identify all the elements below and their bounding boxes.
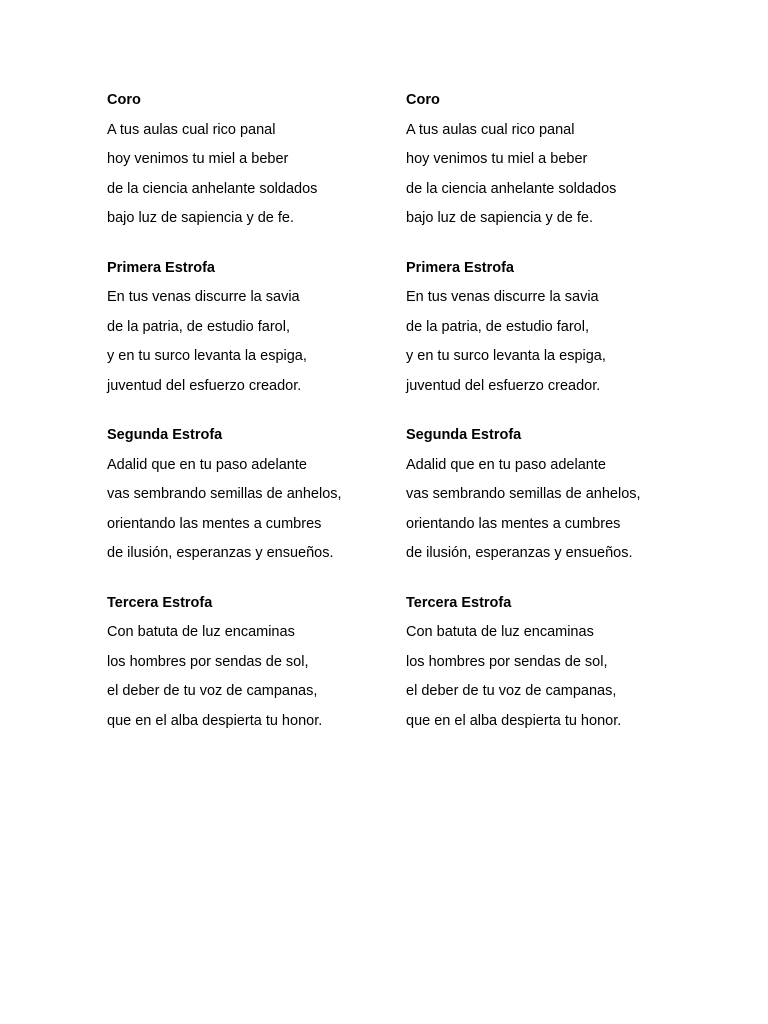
verse-line: bajo luz de sapiencia y de fe. bbox=[406, 210, 594, 226]
verse-line: juventud del esfuerzo creador. bbox=[406, 377, 601, 394]
verse-line: juventud del esfuerzo creador. bbox=[107, 377, 302, 394]
verse-line: orientando las mentes a cumbres bbox=[107, 515, 322, 532]
verse-line: que en el alba despierta tu honor. bbox=[107, 712, 323, 729]
verse-line: de ilusión, esperanzas y ensueños. bbox=[107, 545, 334, 561]
verse-line: Con batuta de luz encaminas bbox=[406, 624, 594, 640]
section-segunda-estrofa bbox=[406, 425, 696, 563]
verse-line: Adalid que en tu paso adelante bbox=[406, 456, 606, 473]
section-title: Coro bbox=[406, 92, 440, 108]
section-tercera-estrofa bbox=[406, 593, 696, 731]
section-title: Segunda Estrofa bbox=[406, 427, 522, 443]
section-title: Primera Estrofa bbox=[406, 259, 514, 276]
section-title: Segunda Estrofa bbox=[107, 427, 223, 443]
verse-line: de la ciencia anhelante soldados bbox=[406, 180, 617, 197]
right-column bbox=[406, 90, 696, 760]
verse-line: y en tu surco levanta la espiga, bbox=[406, 348, 606, 364]
verse-line: vas sembrando semillas de anhelos, bbox=[107, 486, 342, 502]
verse-line: A tus aulas cual rico panal bbox=[107, 121, 276, 138]
section-title: Primera Estrofa bbox=[107, 259, 215, 276]
section-title: Tercera Estrofa bbox=[406, 594, 512, 611]
verse-line: de la patria, de estudio farol, bbox=[406, 318, 589, 335]
section-coro bbox=[107, 90, 397, 228]
verse-line: el deber de tu voz de campanas, bbox=[406, 683, 617, 699]
verse-line: hoy venimos tu miel a beber bbox=[406, 151, 588, 167]
verse-line: orientando las mentes a cumbres bbox=[406, 515, 621, 532]
verse-line: Con batuta de luz encaminas bbox=[107, 624, 295, 640]
section-primera-estrofa bbox=[406, 258, 696, 396]
section-segunda-estrofa bbox=[107, 425, 397, 563]
section-coro bbox=[406, 90, 696, 228]
verse-line: y en tu surco levanta la espiga, bbox=[107, 348, 307, 364]
verse-line: bajo luz de sapiencia y de fe. bbox=[107, 210, 295, 226]
section-tercera-estrofa bbox=[107, 593, 397, 731]
verse-line: el deber de tu voz de campanas, bbox=[107, 683, 318, 699]
verse-line: que en el alba despierta tu honor. bbox=[406, 712, 622, 729]
verse-line: Adalid que en tu paso adelante bbox=[107, 456, 307, 473]
section-title: Tercera Estrofa bbox=[107, 594, 213, 611]
verse-line: En tus venas discurre la savia bbox=[107, 289, 300, 305]
verse-line: los hombres por sendas de sol, bbox=[107, 653, 309, 670]
verse-line: de la ciencia anhelante soldados bbox=[107, 180, 318, 197]
verse-line: En tus venas discurre la savia bbox=[406, 289, 599, 305]
verse-line: los hombres por sendas de sol, bbox=[406, 653, 608, 670]
verse-line: de ilusión, esperanzas y ensueños. bbox=[406, 545, 633, 561]
section-title: Coro bbox=[107, 92, 141, 108]
verse-line: hoy venimos tu miel a beber bbox=[107, 151, 289, 167]
section-primera-estrofa bbox=[107, 258, 397, 396]
verse-line: A tus aulas cual rico panal bbox=[406, 121, 575, 138]
verse-line: de la patria, de estudio farol, bbox=[107, 318, 290, 335]
verse-line: vas sembrando semillas de anhelos, bbox=[406, 486, 641, 502]
left-column bbox=[107, 90, 397, 760]
